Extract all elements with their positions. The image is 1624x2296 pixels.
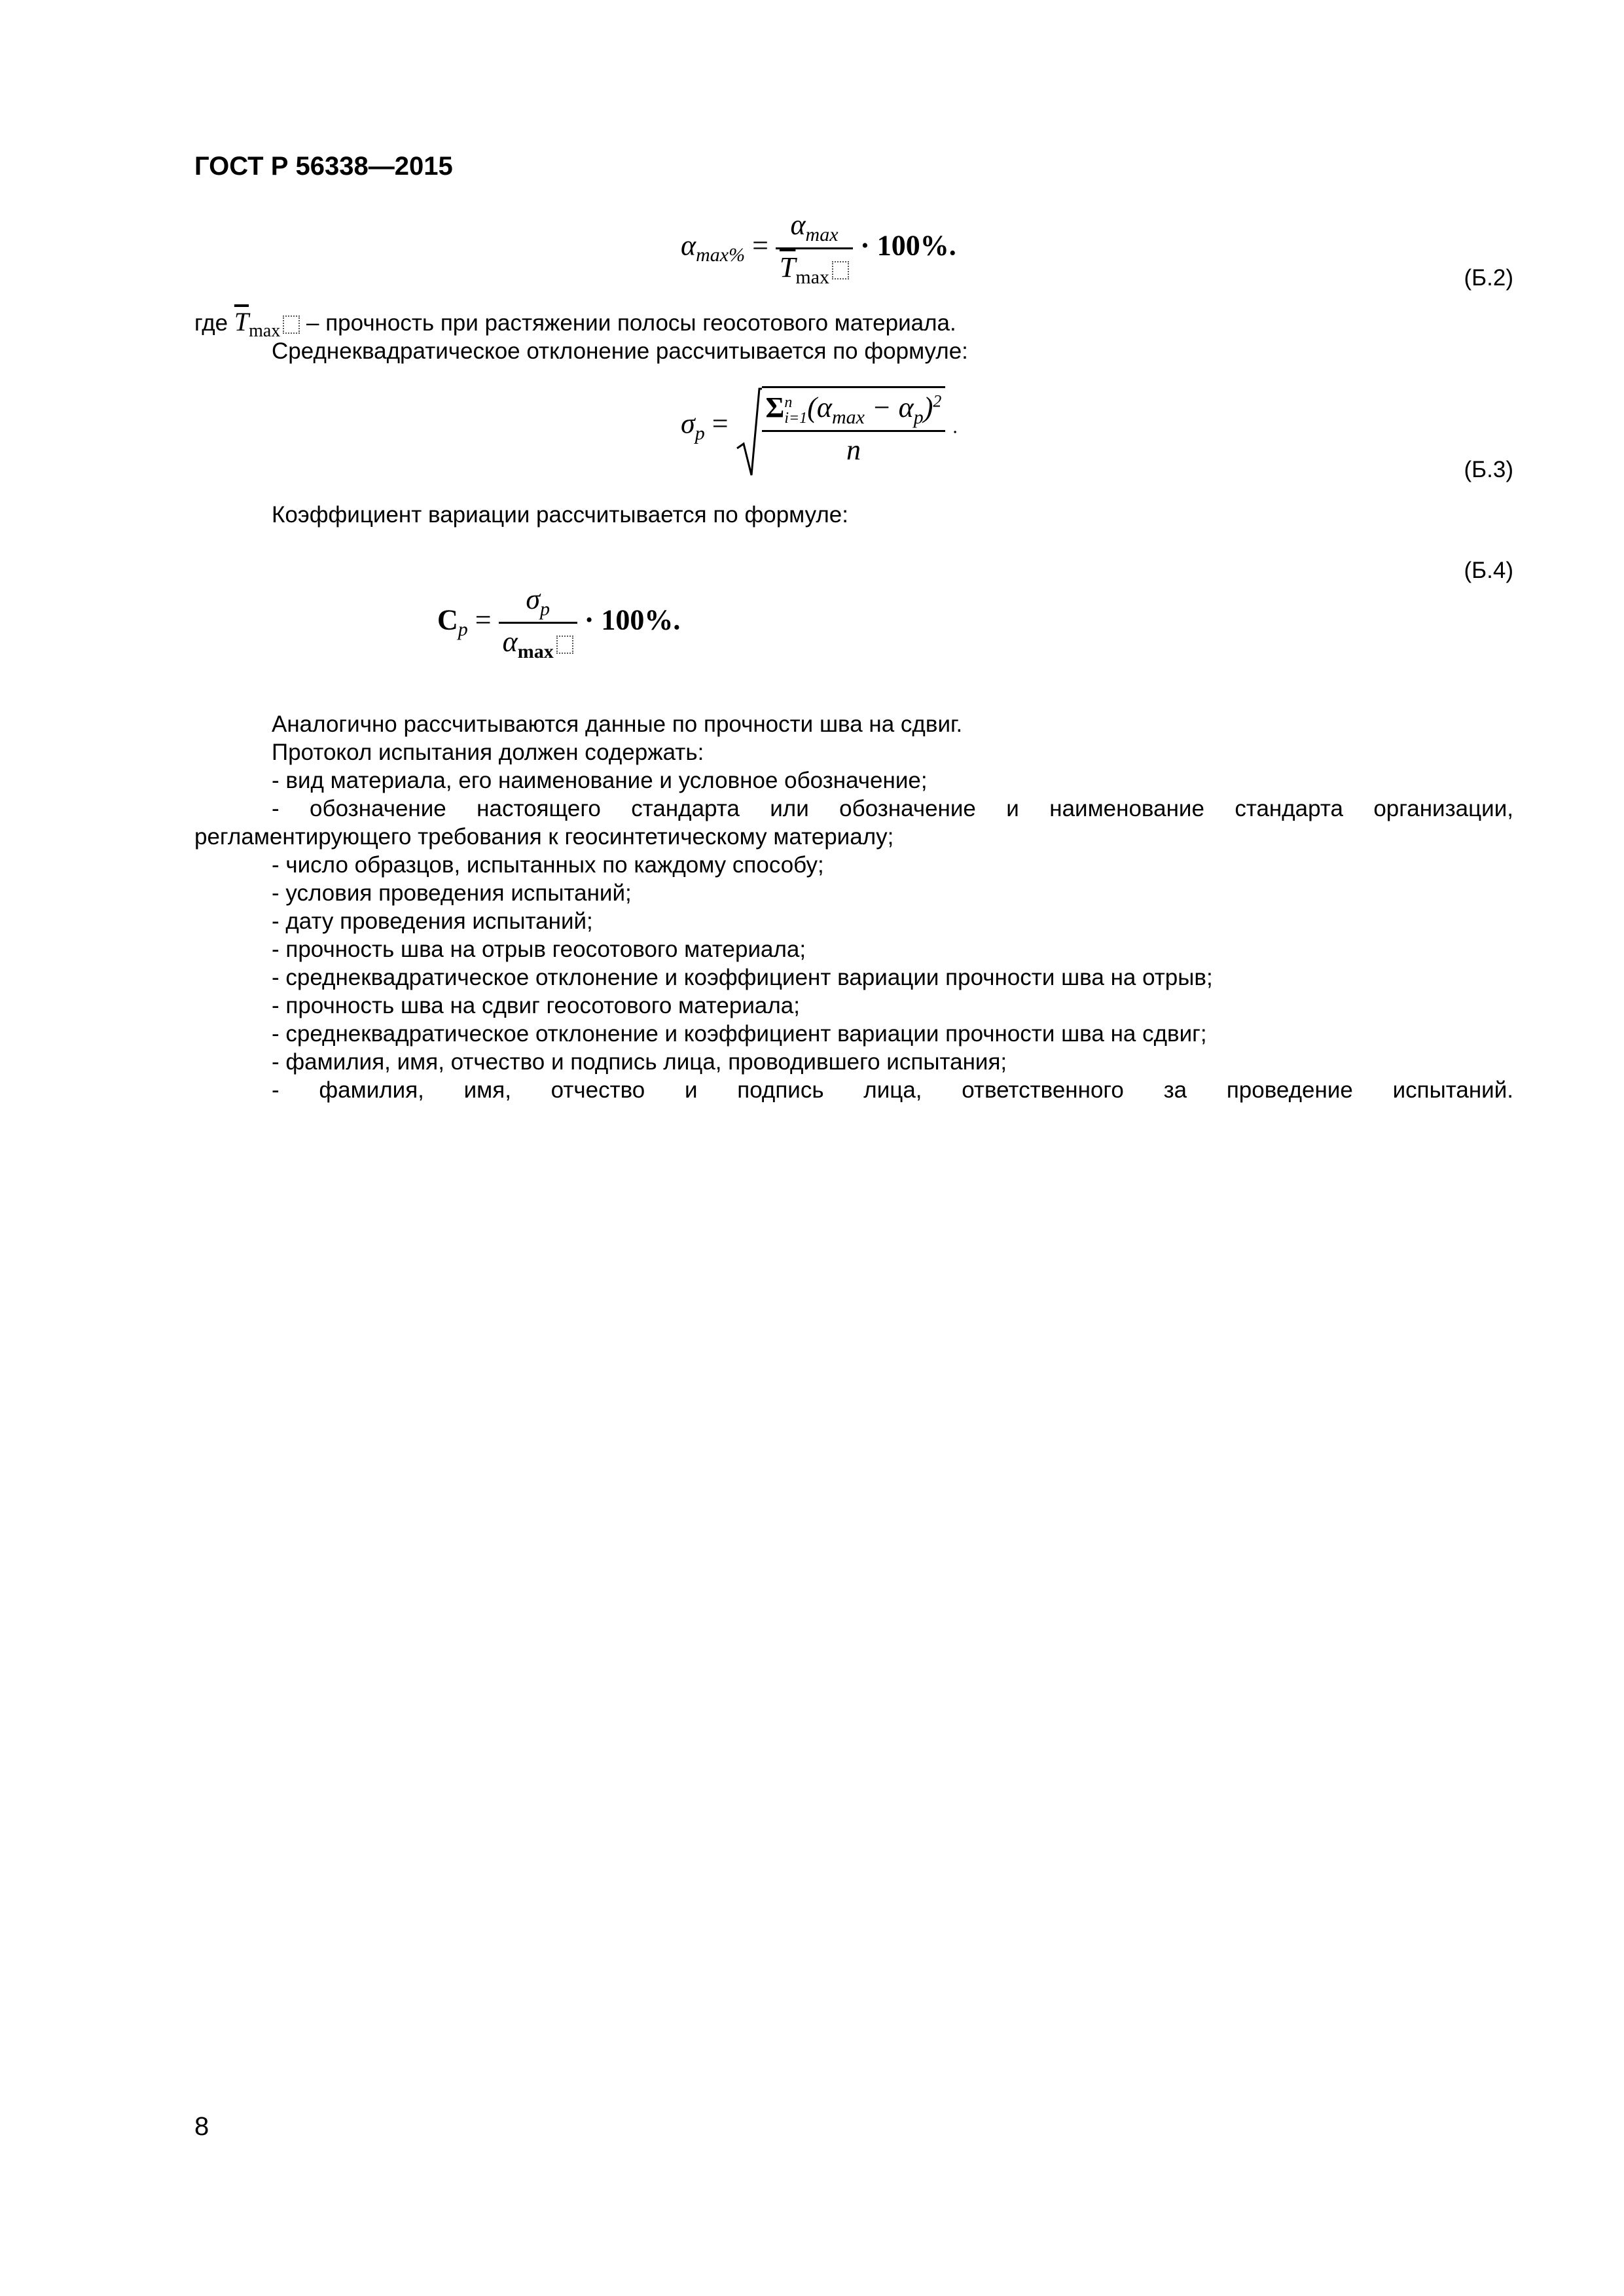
formula-b4-num: σ xyxy=(526,583,541,615)
formula-b4-lhs-sub: p xyxy=(458,619,468,641)
formula-b4-eq: = xyxy=(475,603,492,636)
where-text: – прочность при растяжении полосы геосотового материала. xyxy=(300,310,956,336)
sqrt-radical-icon xyxy=(736,386,762,478)
where-prefix: где xyxy=(194,310,228,336)
formula-b4-fraction xyxy=(499,583,577,663)
where-symbol: $\overline{T}$ xyxy=(234,307,249,336)
formula-b3-num-sub2: p xyxy=(913,406,924,428)
list-item-continuation: регламентирующего требования к геосинтетическому материалу; xyxy=(194,824,894,850)
formula-b3-sqrt xyxy=(736,386,946,467)
formula-b2-tail: · 100%. xyxy=(860,229,956,262)
formula-b3-power: 2 xyxy=(933,391,942,411)
list-item: - фамилия, имя, отчество и подпись лица, ответственного за проведение испытаний. xyxy=(272,1077,1513,1103)
equation-number-b3: (Б.3) xyxy=(1464,457,1513,482)
paragraph-shear-analog: Аналогично рассчитываются данные по прочности шва на сдвиг. xyxy=(272,711,963,737)
formula-b4-num-sub: p xyxy=(540,598,550,620)
list-item: - прочность шва на сдвиг геосотового материала; xyxy=(272,993,800,1018)
formula-b4-lhs: C xyxy=(437,603,458,636)
list-item: - число образцов, испытанных по каждому способу; xyxy=(272,852,824,878)
list-item: - фамилия, имя, отчество и подпись лица, проводившего испытания; xyxy=(272,1049,1007,1075)
formula-b3-dot: . xyxy=(952,416,958,438)
list-item: - прочность шва на отрыв геосотового материала; xyxy=(272,937,806,962)
formula-b3-num: (α xyxy=(807,391,832,423)
list-item: - вид материала, его наименование и условное обозначение; xyxy=(272,768,928,793)
formula-b3-num-mid: − α xyxy=(864,391,914,423)
formula-b3-sum-bottom: i=1 xyxy=(784,409,808,427)
formula-b3-fraction xyxy=(762,391,946,467)
formula-b3-num-close: ) xyxy=(923,391,933,423)
formula-b3-num-sub1: max xyxy=(831,406,865,428)
paragraph-variation-intro: Коэффициент вариации рассчитывается по формуле: xyxy=(272,502,848,528)
equation-number-b4: (Б.4) xyxy=(1464,558,1513,583)
formula-b2-eq: = xyxy=(752,229,768,262)
formula-b2-den-sub: max xyxy=(795,266,830,288)
formula-b2 xyxy=(681,208,956,289)
placeholder-box-icon xyxy=(283,315,300,334)
formula-b3-den: n xyxy=(846,433,861,466)
formula-b3-eq: = xyxy=(712,407,729,440)
formula-b3-sum: Σ xyxy=(765,391,785,423)
formula-b4 xyxy=(437,583,680,663)
formula-b2-lhs-sub: max% xyxy=(696,244,746,266)
formula-b3-sum-top: n xyxy=(784,393,793,411)
document-code-header: ГОСТ Р 56338—2015 xyxy=(194,152,453,181)
formula-b3-lhs: σ xyxy=(681,407,695,440)
list-item: - обозначение настоящего стандарта или обозначение и наименование стандарта организации, xyxy=(272,796,1513,821)
paragraph-protocol-intro: Протокол испытания должен содержать: xyxy=(272,740,704,765)
formula-b2-num-sub: max xyxy=(805,223,839,245)
list-item: - дату проведения испытаний; xyxy=(272,908,593,934)
page-number: 8 xyxy=(194,2112,209,2141)
formula-b2-num: α xyxy=(790,209,806,241)
formula-b4-den-sub: max xyxy=(517,640,554,662)
placeholder-box-icon xyxy=(832,261,849,279)
list-item: - среднеквадратическое отклонение и коэффициент вариации прочности шва на сдвиг; xyxy=(272,1021,1207,1047)
list-item: - условия проведения испытаний; xyxy=(272,880,632,906)
formula-b3-lhs-sub: p xyxy=(695,422,705,444)
where-symbol-sub: max xyxy=(249,321,281,341)
formula-b3 xyxy=(681,386,958,467)
placeholder-box-icon xyxy=(556,636,573,654)
paragraph-std-deviation-intro: Среднеквадратическое отклонение рассчитывается по формуле: xyxy=(272,338,968,364)
formula-b4-tail: · 100%. xyxy=(584,603,681,636)
equation-number-b2: (Б.2) xyxy=(1464,265,1513,291)
formula-b2-lhs: α xyxy=(681,229,696,262)
formula-b4-den: α xyxy=(502,625,518,658)
formula-b2-fraction xyxy=(776,208,853,289)
formula-b2-den: $\overline{T}$ xyxy=(779,251,796,283)
list-item: - среднеквадратическое отклонение и коэффициент вариации прочности шва на отрыв; xyxy=(272,965,1213,990)
